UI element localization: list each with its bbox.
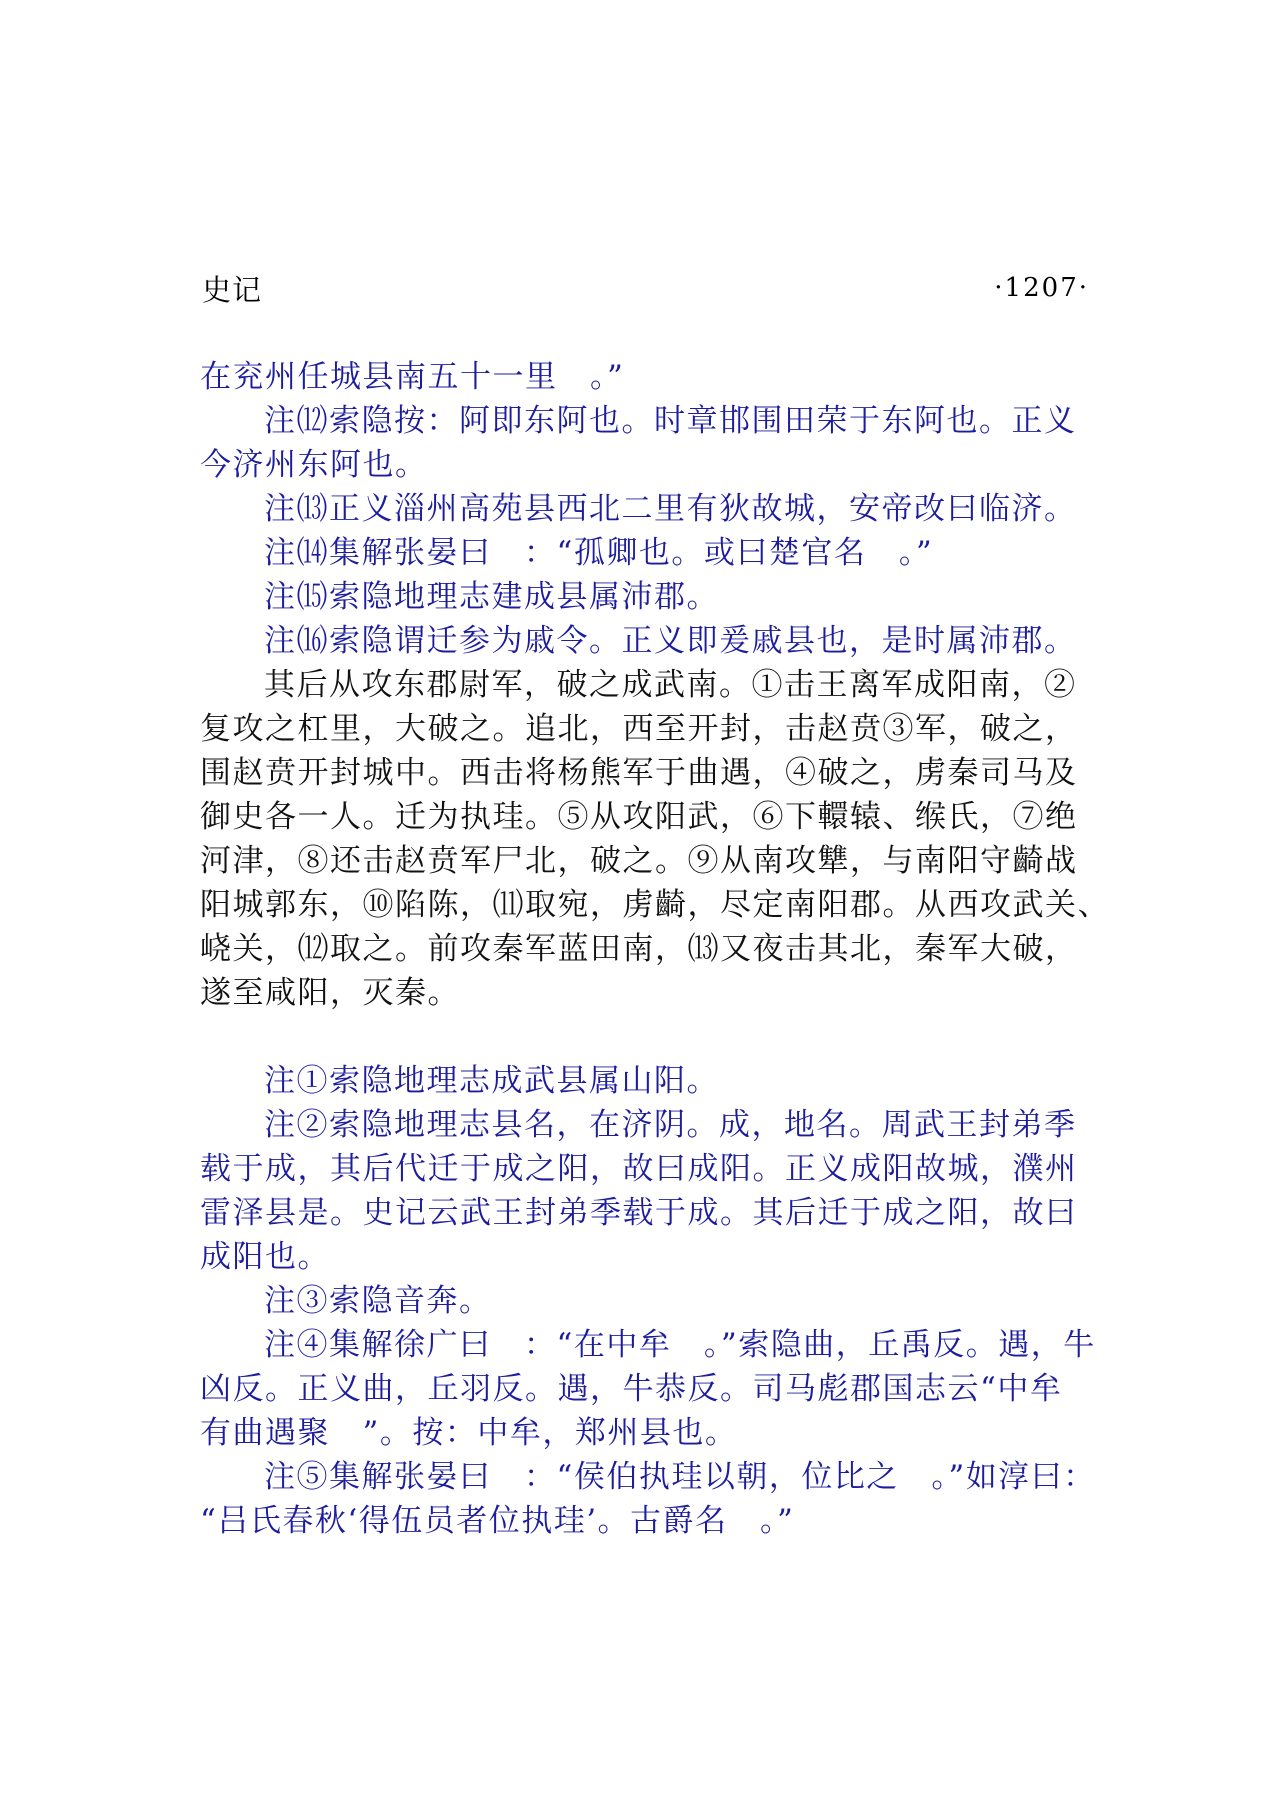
paragraph-gap [200, 1015, 1100, 1059]
notes-top [200, 355, 1100, 663]
note-15-line: 注⒂索隐地理志建成县属沛郡。 [264, 579, 719, 615]
main-text-line: 阳城郭东，⑩陷陈，⑾取宛，虏齮，尽定南阳郡。从西攻武关、 [200, 887, 1110, 923]
main-text-line: 其后从攻东郡尉军，破之成武南。①击王离军成阳南，② [264, 667, 1077, 703]
note-2-line: 注②索隐地理志县名，在济阴。成，地名。周武王封弟季 [264, 1107, 1077, 1143]
body-text [200, 355, 1110, 1543]
note-5-line: “吕氏春秋‘得伍员者位执珪’。古爵名 。” [200, 1503, 795, 1539]
main-text-line: 复攻之杠里，大破之。追北，西至开封，击赵贲③军，破之， [200, 711, 1078, 747]
main-text-line: 峣关，⑿取之。前攻秦军蓝田南，⒀又夜击其北，秦军大破， [200, 931, 1078, 967]
page-number: ·1207· [994, 273, 1089, 303]
note-13-line: 注⒀正义淄州高苑县西北二里有狄故城，安帝改曰临济。 [264, 491, 1077, 527]
main-text-line: 围赵贲开封城中。西击将杨熊军于曲遇，④破之，虏秦司马及 [200, 755, 1078, 791]
note-14-line: 注⒁集解张晏曰 ：“孤卿也。或曰楚官名 。” [264, 535, 934, 571]
note-1-line: 注①索隐地理志成武县属山阳。 [264, 1063, 719, 1099]
main-paragraph [200, 663, 1110, 1015]
running-header [202, 268, 1089, 308]
note-4-line: 有曲遇聚 ”。按：中牟，郑州县也。 [200, 1415, 738, 1451]
note-2-line: 成阳也。 [200, 1239, 330, 1275]
notes-bottom [200, 1059, 1100, 1543]
note-4-line: 凶反。正义曲，丘羽反。遇，牛恭反。司马彪郡国志云“中牟 [200, 1371, 1063, 1407]
note-continuation-line: 在兖州任城县南五十一里 。” [200, 359, 625, 395]
note-5-line: 注⑤集解张晏曰 ：“侯伯执珪以朝，位比之 。”如淳曰： [264, 1459, 1096, 1495]
note-2-line: 雷泽县是。史记云武王封弟季载于成。其后迁于成之阳，故曰 [200, 1195, 1078, 1231]
note-16-line: 注⒃索隐谓迁参为戚令。正义即爰戚县也，是时属沛郡。 [264, 623, 1077, 659]
note-2-line: 载于成，其后代迁于成之阳，故曰成阳。正义成阳故城，濮州 [200, 1151, 1078, 1187]
main-text-line: 河津，⑧还击赵贲军尸北，破之。⑨从南攻犨，与南阳守齮战 [200, 843, 1078, 879]
note-4-line: 注④集解徐广曰 ：“在中牟 。”索隐曲，丘禹反。遇，牛 [264, 1327, 1096, 1363]
main-text-line: 御史各一人。迁为执珪。⑤从攻阳武，⑥下轘辕、缑氏，⑦绝 [200, 799, 1078, 835]
book-title: 史记 [202, 272, 263, 307]
note-12-line: 今济州东阿也。 [200, 447, 428, 483]
main-text-line: 遂至咸阳，灭秦。 [200, 975, 460, 1011]
note-3-line: 注③索隐音奔。 [264, 1283, 492, 1319]
note-12-line: 注⑿索隐按：阿即东阿也。时章邯围田荣于东阿也。正义 [264, 403, 1077, 439]
